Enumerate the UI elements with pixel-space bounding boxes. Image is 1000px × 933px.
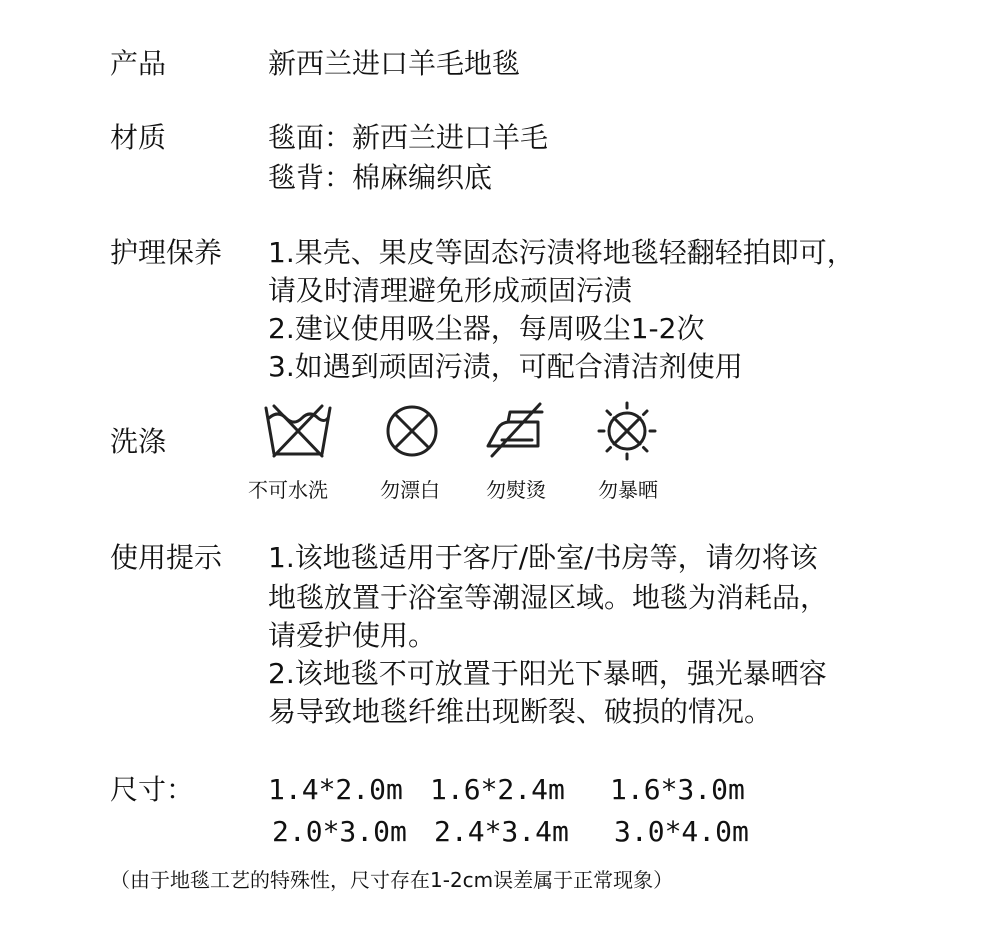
size-2-4x3-4: 2.4*3.4m: [434, 815, 569, 848]
care-line-1: 1.果壳、果皮等固态污渍将地毯轻翻轻拍即可，: [268, 236, 855, 269]
no-sun-dry-label: 勿暴晒: [598, 478, 658, 502]
product-label: 产品: [110, 47, 167, 80]
size-tolerance-note: （由于地毯工艺的特殊性，尺寸存在1-2cm误差属于正常现象）: [110, 868, 674, 892]
care-line-4: 3.如遇到顽固污渍，可配合清洁剂使用: [268, 350, 743, 383]
size-2-0x3-0: 2.0*3.0m: [272, 815, 407, 848]
no-iron-icon: [482, 400, 548, 460]
tips-line-2: 地毯放置于浴室等潮湿区域。地毯为消耗品，: [268, 581, 829, 614]
tips-line-1: 1.该地毯适用于客厅/卧室/书房等，请勿将该: [268, 541, 818, 574]
washing-label: 洗涤: [110, 425, 167, 458]
no-sun-dry-icon: [596, 400, 658, 462]
no-wash-icon: [262, 400, 334, 462]
care-label: 护理保养: [110, 236, 223, 269]
size-1-6x3-0: 1.6*3.0m: [610, 773, 745, 806]
size-1-6x2-4: 1.6*2.4m: [430, 773, 565, 806]
size-1-4x2-0: 1.4*2.0m: [268, 773, 403, 806]
no-wash-label: 不可水洗: [248, 478, 328, 502]
tips-line-4: 2.该地毯不可放置于阳光下暴晒，强光暴晒容: [268, 657, 827, 690]
tips-line-5: 易导致地毯纤维出现断裂、破损的情况。: [268, 695, 773, 728]
material-line-2: 毯背：棉麻编织底: [268, 161, 493, 194]
material-line-1: 毯面：新西兰进口羊毛: [268, 121, 549, 154]
no-iron-label: 勿熨烫: [486, 478, 546, 502]
care-line-2: 请及时清理避免形成顽固污渍: [268, 274, 633, 307]
care-line-3: 2.建议使用吸尘器，每周吸尘1-2次: [268, 312, 705, 345]
size-3-0x4-0: 3.0*4.0m: [614, 815, 749, 848]
tips-label: 使用提示: [110, 541, 223, 574]
tips-line-3: 请爱护使用。: [268, 619, 437, 652]
product-value: 新西兰进口羊毛地毯: [268, 47, 521, 80]
no-bleach-icon: [384, 403, 440, 459]
no-bleach-label: 勿漂白: [380, 478, 440, 502]
size-label: 尺寸：: [110, 773, 195, 806]
material-label: 材质: [110, 121, 167, 154]
